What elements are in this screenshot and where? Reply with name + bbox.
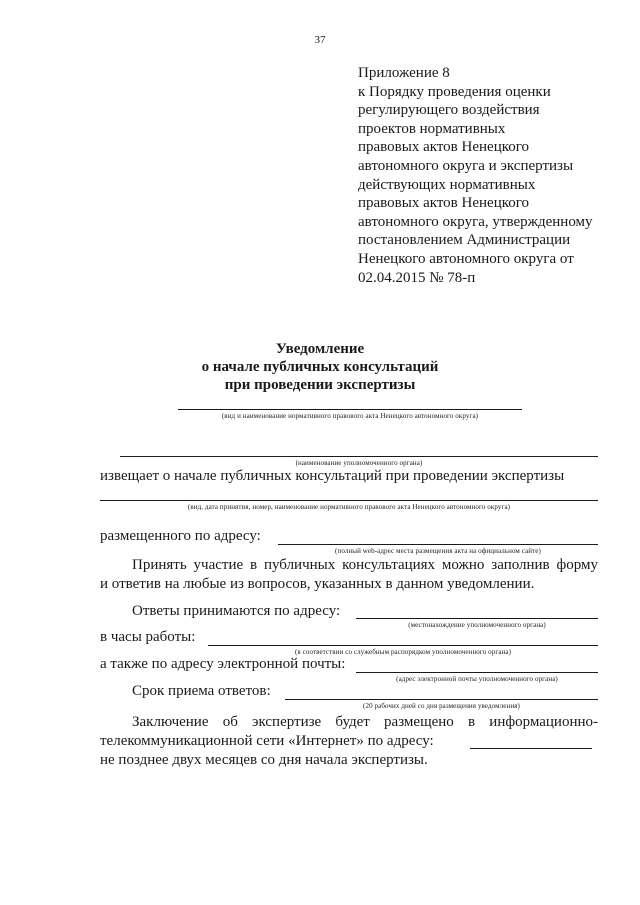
location-line — [356, 618, 598, 619]
act-name-line — [178, 409, 522, 410]
web-address-caption: (полный web-адрес места размещения акта на официальном сайте) — [335, 547, 541, 555]
participate-line-1: Принять участие в публичных консультациях можно заполнив форму — [132, 557, 598, 573]
deadline-line — [285, 699, 598, 700]
title-line-1: Уведомление — [275, 341, 365, 357]
appendix-line: автономного округа и экспертизы — [358, 157, 574, 174]
appendix-line: постановлением Администрации — [358, 232, 571, 249]
appendix-line: к Порядку проведения оценки — [358, 83, 551, 100]
organ-caption: (наименование уполномоченного органа) — [295, 459, 423, 467]
deadline-caption: (20 рабочих дней со дня размещения уведомления) — [363, 702, 520, 710]
location-caption: (местонахождение уполномоченного органа) — [408, 621, 546, 629]
conclusion-line-2: телекоммуникационной сети «Интернет» по адресу: — [100, 733, 434, 749]
appendix-block — [358, 64, 618, 287]
hours-line — [208, 645, 598, 646]
appendix-line: правовых актов Ненецкого — [358, 195, 530, 212]
act-details-line — [100, 500, 598, 501]
email-caption: (адрес электронной почты уполномоченного органа) — [396, 675, 558, 683]
act-name-caption: (вид и наименование нормативного правового акта Ненецкого автономного округа) — [221, 412, 479, 420]
appendix-line: правовых актов Ненецкого — [358, 139, 530, 156]
hours-label: в часы работы: — [100, 629, 196, 645]
email-label: а также по адресу электронной почты: — [100, 656, 346, 672]
page-number: 37 — [314, 34, 326, 46]
appendix-line: регулирующего воздействия — [358, 102, 540, 119]
deadline-label: Срок приема ответов: — [132, 683, 271, 699]
document-title — [100, 340, 540, 394]
web-address-line — [278, 544, 598, 545]
organ-line — [120, 456, 598, 457]
title-line-2: о начале публичных консультаций — [201, 359, 439, 375]
appendix-line: действующих нормативных — [358, 176, 536, 193]
appendix-line: 02.04.2015 № 78-п — [358, 269, 476, 286]
hours-caption: (в соответствии со служебным распорядком уполномоченного органа) — [294, 648, 512, 656]
appendix-line: автономного округа, утвержденному — [358, 213, 593, 230]
email-line — [356, 672, 598, 673]
appendix-line: Ненецкого автономного округа от — [358, 250, 574, 267]
appendix-line: Приложение 8 — [358, 65, 450, 81]
conclusion-line-1: Заключение об экспертизе будет размещено в информационно- — [132, 714, 598, 730]
notify-text: извещает о начале публичных консультаций при проведении экспертизы — [100, 468, 565, 484]
title-line-3: при проведении экспертизы — [224, 377, 416, 393]
appendix-line: проектов нормативных — [358, 120, 506, 137]
posted-label: размещенного по адресу: — [100, 528, 261, 544]
conclusion-address-line — [470, 748, 592, 749]
participate-line-2: и ответив на любые из вопросов, указанных в данном уведомлении. — [100, 576, 535, 592]
act-details-caption: (вид, дата принятия, номер, наименование нормативного правового акта Ненецкого автономного округа) — [187, 503, 511, 511]
answers-label: Ответы принимаются по адресу: — [132, 603, 341, 619]
conclusion-line-3: не позднее двух месяцев со дня начала экспертизы. — [100, 752, 428, 768]
